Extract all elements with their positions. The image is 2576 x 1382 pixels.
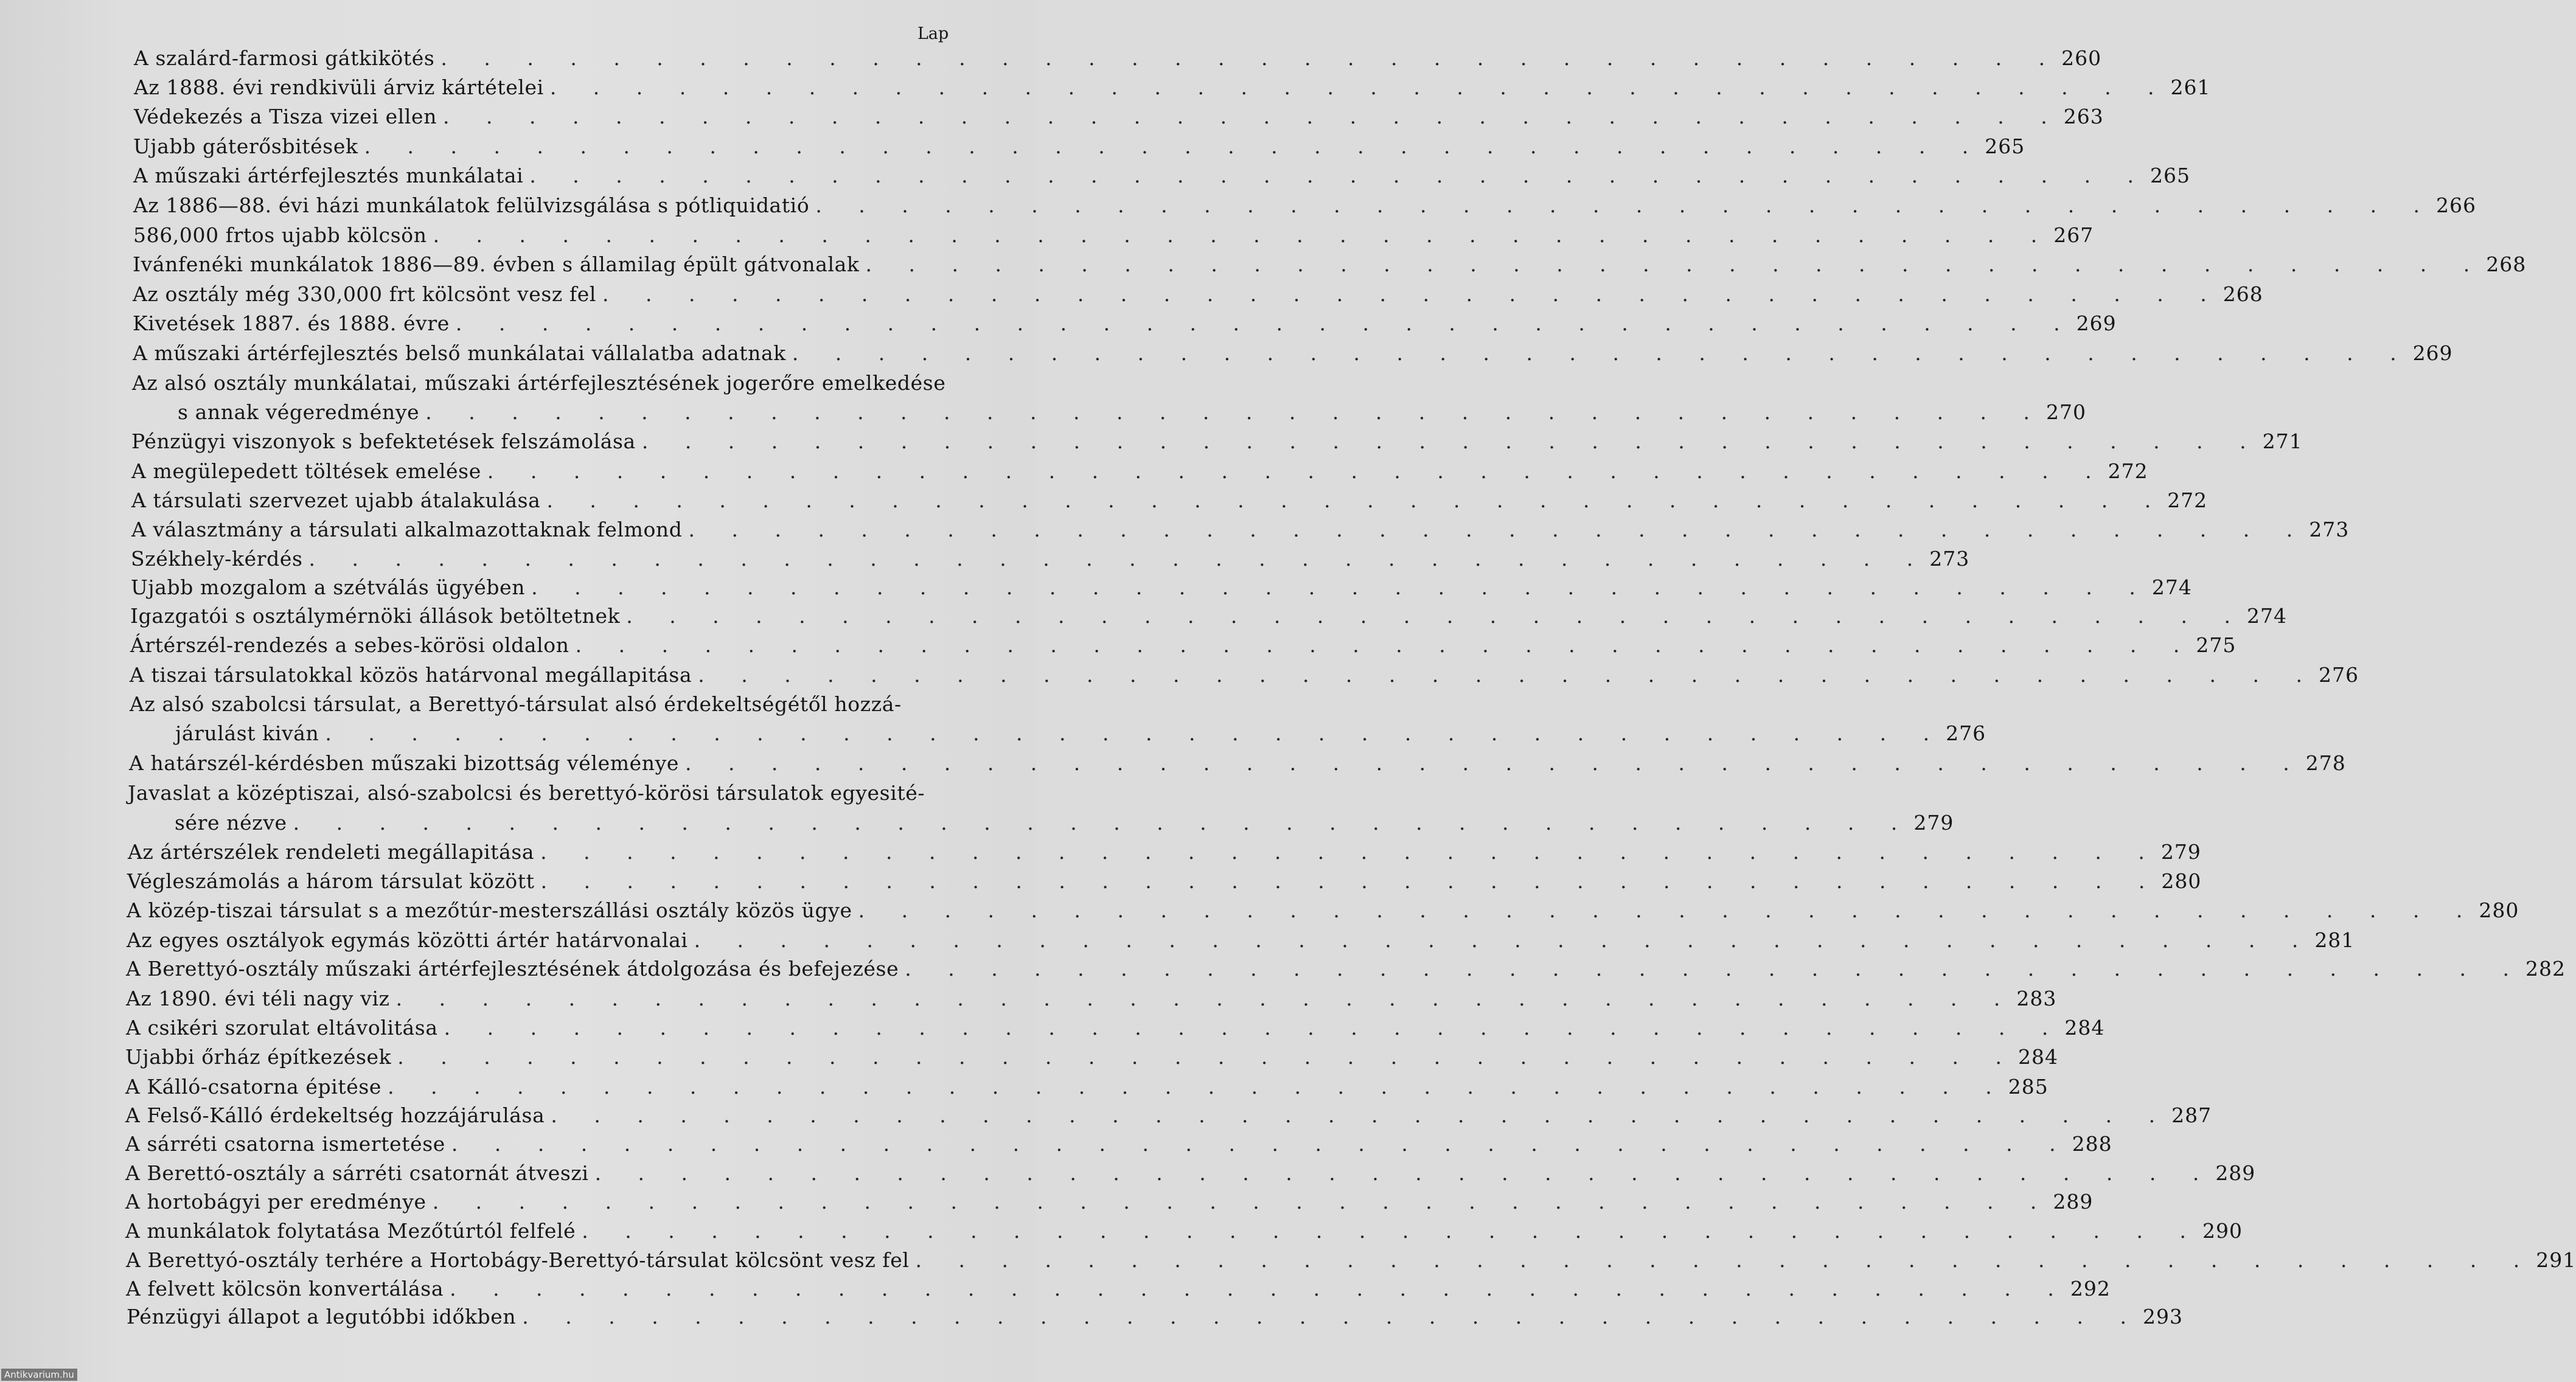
leader-dots: . . . . . . . . . . . . . . . . . . . . . . . . . . . . . . . . . . . . . . xyxy=(440,46,2061,70)
toc-entry xyxy=(130,662,2359,689)
toc-entry xyxy=(134,45,2102,72)
toc-entry xyxy=(133,192,2477,219)
toc-entry xyxy=(131,428,2303,455)
leader-dots: . . . . . . . . . . . . . . . . . . . . . . . . . . . . . . . . . . . . . . xyxy=(444,1016,2064,1040)
toc-entry-page: 268 xyxy=(2223,282,2263,306)
leader-dots: . . . . . . . . . . . . . . . . . . . . . . . . . . . . . . . . . . . . . . xyxy=(450,1277,2069,1300)
toc-entry-title: Az 1886—88. évi házi munkálatok felülvizsgálása s pótliquidatió xyxy=(133,193,810,217)
toc-entry xyxy=(127,868,2202,895)
leader-dots: . . . . . . . . . . . . . . . . . . . . . . . . . . . . . . . . . . . . . . xyxy=(602,282,2222,306)
toc-entry-page: 288 xyxy=(2072,1132,2112,1156)
leader-dots: . . . . . . . . . . . . . . . . . . . . . . . . . . . . . . . . . . . . . . xyxy=(575,633,2195,657)
toc-entry-title: A közép-tiszai társulat s a mezőtúr-mesterszállási osztály közös ügye xyxy=(127,898,852,922)
toc-entry xyxy=(133,162,2191,189)
toc-entry xyxy=(133,222,2094,249)
leader-dots: . . . . . . . . . . . . . . . . . . . . . . . . . . . . . . . . . . . . . . xyxy=(395,987,2016,1010)
toc-entry xyxy=(125,1102,2212,1129)
leader-dots: . . . . . . . . . . . . . . . . . . . . . . . . . . . . . . . . . . . . . . xyxy=(858,898,2478,922)
leader-dots: . . . . . . . . . . . . . . . . . . . . . . . . . . . . . . . . . . . . . . xyxy=(540,840,2160,864)
toc-entry-page: 267 xyxy=(2053,223,2094,247)
toc-entry-page: 293 xyxy=(2143,1305,2183,1328)
leader-dots: . . . . . . . . . . . . . . . . . . . . . . . . . . . . . . . . . . . . . . xyxy=(641,429,2261,453)
toc-entry xyxy=(125,1189,2094,1215)
toc-entry-page: 268 xyxy=(2486,252,2527,276)
toc-entry xyxy=(130,603,2287,630)
toc-entry-title: A határszél-kérdésben műszaki bizottság véleménye xyxy=(129,751,679,775)
leader-dots: . . . . . . . . . . . . . . . . . . . . . . . . . . . . . . . . . . . . . . xyxy=(397,1045,2017,1069)
leader-dots: . . . . . . . . . . . . . . . . . . . . . . . . . . . . . . . . . . . . . . xyxy=(433,223,2053,247)
toc-entry-title: Az osztály még 330,000 frt kölcsönt vesz fel xyxy=(133,282,597,306)
toc-entry-page: 292 xyxy=(2070,1277,2111,1300)
toc-entry-title: A megülepedett töltések emelése xyxy=(131,459,481,483)
toc-entry-page: 287 xyxy=(2171,1103,2212,1127)
leader-dots: . . . . . . . . . . . . . . . . . . . . . . . . . . . . . . . . . . . . . . xyxy=(364,134,1984,158)
toc-entry-page: 280 xyxy=(2161,869,2202,893)
leader-dots: . . . . . . . . . . . . . . . . . . . . . . . . . . . . . . . . . . . . . . xyxy=(388,1075,2007,1099)
toc-entry-title: A műszaki ártérfejlesztés belső munkálatai vállalatba adatnak xyxy=(133,341,786,365)
toc-entry-title: Pénzügyi állapot a legutóbbi időkben xyxy=(127,1305,517,1328)
toc-entry-page: 289 xyxy=(2053,1190,2094,1214)
toc-entry-title: A sárréti csatorna ismertetése xyxy=(125,1132,445,1156)
toc-entry xyxy=(131,546,1970,572)
toc-entry xyxy=(131,574,2192,601)
toc-entry-page: 263 xyxy=(2063,105,2104,128)
toc-entry-title: Ujabbi őrház építkezések xyxy=(125,1045,392,1069)
toc-entry xyxy=(133,281,2263,308)
toc-entry-page: 274 xyxy=(2151,575,2192,599)
toc-entry xyxy=(134,74,2211,101)
toc-entry-title: Javaslat a középtiszai, alsó-szabolcsi és berettyó-körösi társulatok egyesité- xyxy=(128,781,925,805)
leader-dots: . . . . . . . . . . . . . . . . . . . . . . . . . . . . . . . . . . . . . . xyxy=(549,75,2170,99)
toc-entry-title: Ujabb gáterősbitések xyxy=(133,134,358,158)
toc-entry-line1 xyxy=(130,691,902,718)
toc-entry xyxy=(128,839,2201,866)
leader-dots: . . . . . . . . . . . . . . . . . . . . . . . . . . . . . . . . . . . . . . xyxy=(865,252,2485,276)
leader-dots: . . . . . . . . . . . . . . . . . . . . . . . . . . . . . . . . . . . . . . xyxy=(582,1219,2201,1243)
toc-entry xyxy=(126,1015,2105,1041)
toc-entry-line1 xyxy=(132,370,946,397)
toc-entry-page: 269 xyxy=(2412,341,2453,365)
leader-dots: . . . . . . . . . . . . . . . . . . . . . . . . . . . . . . . . . . . . . . xyxy=(594,1161,2215,1185)
toc-entry-title: A felvett kölcsön konvertálása xyxy=(126,1277,444,1300)
toc-entry-title: s annak végeredménye xyxy=(178,400,420,424)
toc-entry-title: A Berettyó-osztály terhére a Hortobágy-Berettyó-társulat kölcsönt vesz fel xyxy=(126,1248,910,1272)
leader-dots: . . . . . . . . . . . . . . . . . . . . . . . . . . . . . . . . . . . . . . xyxy=(455,311,2075,335)
leader-dots: . . . . . . . . . . . . . . . . . . . . . . . . . . . . . . . . . . . . . . xyxy=(308,547,1929,571)
toc-entry-page: 274 xyxy=(2246,604,2287,628)
toc-entry xyxy=(127,927,2355,954)
toc-entry xyxy=(131,458,2148,485)
toc-entry-title: A szalárd-farmosi gátkikötés xyxy=(134,46,435,70)
leader-dots: . . . . . . . . . . . . . . . . . . . . . . . . . . . . . . . . . . . . . . xyxy=(432,1190,2052,1214)
toc-entry xyxy=(178,399,2087,426)
toc-entry-title: Ivánfenéki munkálatok 1886—89. évben s államilag épült gátvonalak xyxy=(133,252,860,276)
leader-dots: . . . . . . . . . . . . . . . . . . . . . . . . . . . . . . . . . . . . . . xyxy=(905,957,2524,981)
toc-entry-title: Székhely-kérdés xyxy=(131,547,303,571)
toc-entry xyxy=(127,1304,2183,1330)
toc-entry-page: 290 xyxy=(2202,1219,2243,1243)
toc-entry-title: 586,000 frtos ujabb kölcsön xyxy=(133,223,427,247)
toc-entry-title: sére nézve xyxy=(175,811,287,835)
toc-entry-page: 278 xyxy=(2305,751,2346,775)
toc-entry-page: 281 xyxy=(2314,928,2355,952)
toc-entry-page: 271 xyxy=(2262,429,2303,453)
toc-entry-title: Ujabb mozgalom a szétválás ügyében xyxy=(131,575,526,599)
toc-entry xyxy=(127,897,2519,924)
toc-entry-title: A hortobágyi per eredménye xyxy=(125,1190,426,1214)
toc-entry-title: Kivetések 1887. és 1888. évre xyxy=(133,311,450,335)
toc-entry-title: A Kálló-csatorna épitése xyxy=(125,1075,382,1099)
toc-entry xyxy=(129,750,2346,777)
leader-dots: . . . . . . . . . . . . . . . . . . . . . . . . . . . . . . . . . . . . . . xyxy=(551,1103,2171,1127)
toc-entry-page: 279 xyxy=(1913,811,1954,835)
toc-entry-title: Ártérszél-rendezés a sebes-körösi oldalon xyxy=(130,633,569,657)
toc-entry-title: Az alsó szabolcsi társulat, a Berettyó-társulat alsó érdekeltségétől hozzá- xyxy=(130,692,902,716)
toc-entry-page: 280 xyxy=(2479,898,2519,922)
toc-entry-line1 xyxy=(128,780,925,807)
toc-entry-page: 276 xyxy=(2318,663,2359,687)
toc-entry xyxy=(133,133,2025,160)
toc-entry-title: A műszaki ártérfejlesztés munkálatai xyxy=(133,164,524,187)
toc-entry xyxy=(125,1074,2049,1100)
toc-entry-title: A Felső-Kálló érdekeltség hozzájárulása xyxy=(125,1103,545,1127)
toc-entry-page: 265 xyxy=(1985,134,2025,158)
toc-entry-page: 283 xyxy=(2016,987,2057,1010)
toc-entry xyxy=(130,632,2237,659)
leader-dots: . . . . . . . . . . . . . . . . . . . . . . . . . . . . . . . . . . . . . . xyxy=(540,869,2160,893)
toc-entry-page: 265 xyxy=(2150,164,2191,187)
toc-entry-title: A tiszai társulatokkal közös határvonal megállapitása xyxy=(130,663,692,687)
toc-entry-title: Az ártérszélek rendeleti megállapitása xyxy=(128,840,535,864)
toc-entry-page: 269 xyxy=(2076,311,2117,335)
toc-entry-title: Az egyes osztályok egymás közötti ártér határvonalai xyxy=(127,928,688,952)
toc-entry-page: 272 xyxy=(2167,488,2208,512)
toc-entry xyxy=(125,1218,2243,1245)
toc-entry xyxy=(134,103,2104,130)
leader-dots: . . . . . . . . . . . . . . . . . . . . . . . . . . . . . . . . . . . . . . xyxy=(546,488,2167,512)
toc-entry xyxy=(131,516,2350,543)
leader-dots: . . . . . . . . . . . . . . . . . . . . . . . . . . . . . . . . . . . . . . xyxy=(792,341,2412,365)
leader-dots: . . . . . . . . . . . . . . . . . . . . . . . . . . . . . . . . . . . . . . xyxy=(451,1132,2071,1156)
toc-entry-title: Az 1890. évi téli nagy viz xyxy=(126,987,390,1010)
toc-entry xyxy=(175,720,1986,747)
toc-entry-title: Pénzügyi viszonyok s befektetések felszámolása xyxy=(131,429,636,453)
toc-entry xyxy=(133,340,2453,367)
toc-entry-page: 260 xyxy=(2061,46,2102,70)
toc-entry xyxy=(125,1131,2112,1158)
toc-entry xyxy=(126,1247,2576,1274)
toc-entry-title: Igazgatói s osztálymérnöki állások betöltetnek xyxy=(130,604,621,628)
toc-entry-page: 282 xyxy=(2525,957,2566,981)
toc-entry xyxy=(131,487,2208,514)
leader-dots: . . . . . . . . . . . . . . . . . . . . . . . . . . . . . . . . . . . . . . xyxy=(522,1305,2142,1328)
toc-entry xyxy=(126,985,2057,1012)
toc-entry-title: A munkálatok folytatása Mezőtúrtól felfelé xyxy=(125,1219,576,1243)
toc-entry-page: 285 xyxy=(2008,1075,2049,1099)
toc-entry xyxy=(126,1276,2111,1302)
toc-entry-title: Az 1888. évi rendkivüli árviz kártételei xyxy=(134,75,544,99)
toc-entry-page: 284 xyxy=(2017,1045,2058,1069)
toc-entry-page: 273 xyxy=(1929,547,1970,571)
leader-dots: . . . . . . . . . . . . . . . . . . . . . . . . . . . . . . . . . . . . . . xyxy=(915,1248,2535,1272)
toc-entry-title: A választmány a társulati alkalmazottaknak felmond xyxy=(131,518,683,541)
toc-entry-title: A Berettó-osztály a sárréti csatornát átveszi xyxy=(125,1161,589,1185)
leader-dots: . . . . . . . . . . . . . . . . . . . . . . . . . . . . . . . . . . . . . . xyxy=(293,811,1913,835)
toc-entry-page: 279 xyxy=(2160,840,2201,864)
toc-entry-page: 272 xyxy=(2108,459,2148,483)
toc-entry-title: A csikéri szorulat eltávolitása xyxy=(126,1016,438,1040)
leader-dots: . . . . . . . . . . . . . . . . . . . . . . . . . . . . . . . . . . . . . . xyxy=(425,400,2045,424)
toc-entry-title: A társulati szervezet ujabb átalakulása xyxy=(131,488,541,512)
toc-entry-page: 291 xyxy=(2536,1248,2576,1272)
toc-entry-page: 275 xyxy=(2196,633,2237,657)
toc-entry xyxy=(133,310,2117,337)
toc-entry-title: járulást kiván xyxy=(175,721,319,745)
toc-entry-title: Végleszámolás a három társulat között xyxy=(127,869,535,893)
leader-dots: . . . . . . . . . . . . . . . . . . . . . . . . . . . . . . . . . . . . . . xyxy=(698,663,2317,687)
leader-dots: . . . . . . . . . . . . . . . . . . . . . . . . . . . . . . . . . . . . . . xyxy=(684,751,2305,775)
toc-entry xyxy=(133,251,2527,278)
toc-entry-title: A Berettyó-osztály műszaki ártérfejlesztésének átdolgozása és befejezése xyxy=(126,957,899,981)
page-column-label: Lap xyxy=(917,24,949,43)
leader-dots: . . . . . . . . . . . . . . . . . . . . . . . . . . . . . . . . . . . . . . xyxy=(626,604,2246,628)
toc-entry xyxy=(125,1044,2058,1071)
leader-dots: . . . . . . . . . . . . . . . . . . . . . . . . . . . . . . . . . . . . . . xyxy=(815,193,2435,217)
toc-entry-page: 261 xyxy=(2170,75,2211,99)
leader-dots: . . . . . . . . . . . . . . . . . . . . . . . . . . . . . . . . . . . . . . xyxy=(443,105,2063,128)
leader-dots: . . . . . . . . . . . . . . . . . . . . . . . . . . . . . . . . . . . . . . xyxy=(694,928,2314,952)
toc-entry xyxy=(125,1160,2256,1187)
leader-dots: . . . . . . . . . . . . . . . . . . . . . . . . . . . . . . . . . . . . . . xyxy=(325,721,1945,745)
toc-entry-page: 273 xyxy=(2309,518,2350,541)
toc-entry-page: 284 xyxy=(2064,1016,2105,1040)
toc-entry-page: 270 xyxy=(2046,400,2087,424)
toc-entry-page: 289 xyxy=(2215,1161,2256,1185)
toc-entry-title: Védekezés a Tisza vizei ellen xyxy=(134,105,437,128)
toc-entry-page: 276 xyxy=(1946,721,1986,745)
leader-dots: . . . . . . . . . . . . . . . . . . . . . . . . . . . . . . . . . . . . . . xyxy=(531,575,2151,599)
toc-entry-page: 266 xyxy=(2436,193,2477,217)
leader-dots: . . . . . . . . . . . . . . . . . . . . . . . . . . . . . . . . . . . . . . xyxy=(529,164,2150,187)
leader-dots: . . . . . . . . . . . . . . . . . . . . . . . . . . . . . . . . . . . . . . xyxy=(487,459,2107,483)
watermark-label: Antikvarium.hu xyxy=(1,1369,77,1381)
toc-entry xyxy=(175,810,1954,836)
toc-entry xyxy=(126,956,2566,982)
leader-dots: . . . . . . . . . . . . . . . . . . . . . . . . . . . . . . . . . . . . . . xyxy=(688,518,2308,541)
toc-entry-title: Az alsó osztály munkálatai, műszaki ártérfejlesztésének jogerőre emelkedése xyxy=(132,371,946,395)
